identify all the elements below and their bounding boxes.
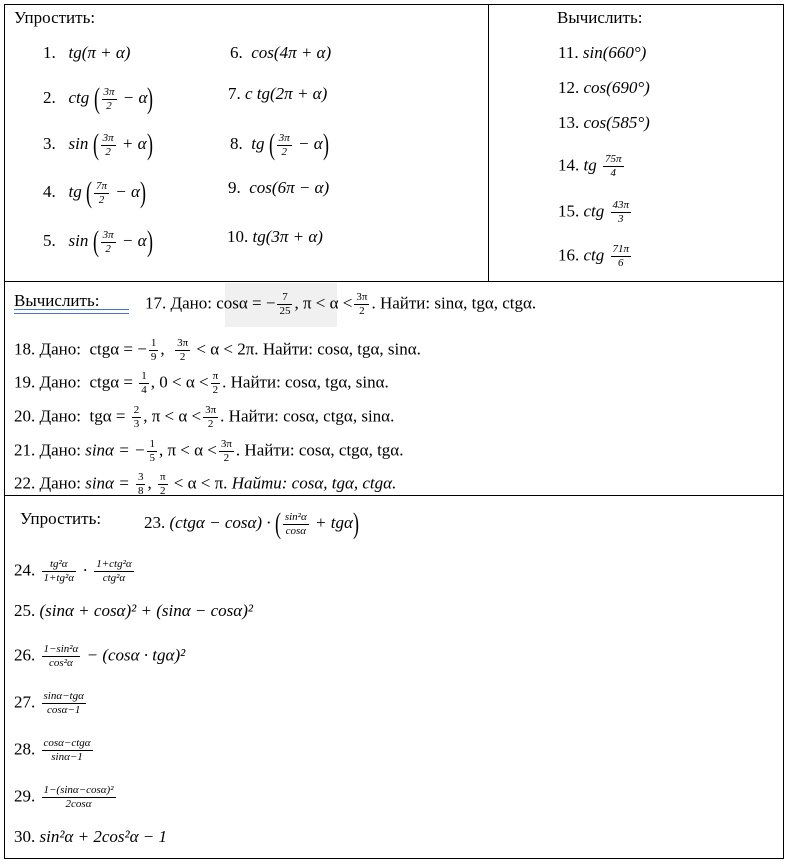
problem-23: 23. (ctgα − cosα) · ( $\frac{\text{sin²α}}{\cos\alpha}$ + tgα): [144, 507, 359, 540]
item-10-num: 10.: [227, 227, 249, 246]
item-8: 8. tg ( $\frac{3\pi}{2}$ − α): [230, 128, 329, 161]
problem-21-find: . Найти: cosα, ctgα, tgα.: [235, 440, 404, 460]
item-14: 14. tg $\frac{75\pi}{4}$: [558, 153, 622, 179]
problem-29: 29. $\frac{\text{1−(sinα−cosα)²}}{2\cos\alpha}$: [14, 784, 114, 810]
item-6-expr: cos(4π + α): [251, 43, 332, 62]
item-1: [43, 43, 130, 63]
item-5-fraction: $\frac{3\pi}{2}$: [102, 228, 114, 255]
problem-30: 30. sin²α + 2cos²α − 1: [14, 827, 167, 846]
item-15: 15. ctg $\frac{43\pi}{3}$: [558, 199, 630, 225]
item-9: [228, 178, 329, 198]
spellcheck-underline: [14, 309, 129, 314]
problem-18-given: ctgα = −: [89, 339, 147, 359]
section1-left-header: Упростить:: [14, 8, 96, 27]
item-2-fn: ctg: [68, 87, 90, 107]
problem-20-given: tgα =: [89, 406, 126, 426]
item-12-expr: cos(690°): [583, 78, 650, 97]
problem-20-find: . Найти: cosα, ctgα, sinα.: [220, 406, 395, 426]
item-16-fn: ctg: [583, 245, 605, 265]
item-5-fn: sin: [68, 230, 89, 250]
problem-27: 27. sinα−tgα cosα−1: [14, 690, 84, 716]
row-divider-1: [4, 281, 784, 282]
problem-30-expr: sin²α + 2cos²α − 1: [39, 827, 167, 846]
item-16-fraction: $\frac{71\pi}{6}$: [612, 243, 630, 269]
item-13: 13. cos(585°): [558, 113, 650, 132]
item-9-expr: cos(6π − α): [249, 178, 330, 197]
item-11: 11. sin(660°): [558, 43, 647, 62]
item-16: 16. ctg $\frac{71\pi}{6}$: [558, 243, 630, 269]
section1-right-header: Вычислить:: [557, 8, 643, 27]
item-4-fraction: $\frac{7\pi}{2}$: [95, 179, 107, 206]
item-1-num: 1.: [43, 43, 56, 62]
item-6: [230, 43, 331, 63]
problem-26: 26. $\frac{\text{1−sin²α}}{\text{cos²α}}$ − (cosα · tgα)²: [14, 643, 186, 669]
problem-28: 28. cosα−ctgα sinα−1: [14, 737, 91, 763]
item-3-fraction: $\frac{3\pi}{2}$: [102, 131, 114, 158]
item-2: 2. ctg ( $\frac{3\pi}{2}$ − α): [43, 82, 154, 115]
problem-24: 24. $\frac{\text{tg²α}}{\text{1+tg²α}}$ · 1+ctg²α ctg²α: [14, 558, 132, 584]
item-12: 12. cos(690°): [558, 78, 650, 97]
problem-17: 17. Дано: cosα = − $\frac{7}{25}$ , π < α < $\frac{3\pi}{2}$ . Найти: sinα, tgα, ctgα.: [145, 291, 537, 317]
item-7: [228, 84, 327, 104]
column-divider: [488, 4, 489, 282]
problem-19: 19. Дано: ctgα = $\frac{1}{4}$ , 0 < α < $\frac{\pi}{2}$ . Найти: cosα, tgα, sinα.: [14, 370, 389, 396]
problem-22-given: sinα =: [85, 473, 130, 493]
problem-17-find: . Найти: sinα, tgα, ctgα.: [371, 293, 537, 313]
problem-18-find: Найти: cosα, tgα, sinα.: [262, 339, 421, 359]
item-2-num: 2.: [43, 87, 56, 107]
item-8-fraction: $\frac{3\pi}{2}$: [278, 131, 290, 158]
problem-17-given: cosα = −: [216, 293, 276, 313]
item-4-fn: tg: [68, 181, 82, 201]
section2-header: Вычислить:: [14, 291, 100, 310]
item-14-fraction: $\frac{75\pi}{4}$: [604, 153, 622, 179]
item-4-num: 4.: [43, 181, 56, 201]
item-9-num: 9.: [228, 178, 241, 197]
item-2-fraction: $\frac{3\pi}{2}$: [103, 85, 115, 112]
item-6-num: 6.: [230, 43, 243, 62]
item-5-num: 5.: [43, 230, 56, 250]
item-8-num: 8.: [230, 133, 243, 153]
problem-22: 22. Дано: sinα = $\frac{3}{8}$ , $\frac{\pi}{2}$ < α < π. Найти: cosα, tgα, ctgα.: [14, 471, 397, 497]
item-7-expr: c tg(2π + α): [245, 84, 328, 103]
problem-18: 18. Дано: ctgα = − $\frac{1}{9}$ , $\frac{3\pi}{2}$ < α < 2π. Найти: cosα, tgα, sinα.: [14, 337, 421, 363]
table-border-top: [4, 4, 784, 5]
problem-23-expr: (ctgα − cosα) ·: [169, 512, 271, 532]
problem-21: 21. Дано: sinα = − $\frac{1}{5}$ , π < α < $\frac{3\pi}{2}$ . Найти: cosα, ctgα, tgα.: [14, 438, 404, 464]
section3-header: Упростить:: [20, 509, 102, 528]
item-15-fn: ctg: [583, 201, 605, 221]
problem-21-given: sinα = −: [85, 440, 146, 460]
item-1-expr: tg(π + α): [68, 43, 131, 62]
item-7-num: 7.: [228, 84, 241, 103]
item-4: 4. tg ( $\frac{7\pi}{2}$ − α): [43, 176, 146, 209]
problem-19-find: . Найти: cosα, tgα, sinα.: [222, 372, 389, 392]
item-11-expr: sin(660°): [582, 43, 647, 62]
problem-22-find: Найти: cosα, tgα, ctgα.: [231, 473, 397, 493]
item-10: [227, 227, 323, 247]
problem-25: 25. (sinα + cosα)² + (sinα − cosα)²: [14, 601, 253, 620]
item-3-fn: sin: [68, 133, 89, 153]
item-8-fn: tg: [251, 133, 265, 153]
problem-20: 20. Дано: tgα = $\frac{2}{3}$ , π < α < $\frac{3\pi}{2}$ . Найти: cosα, ctgα, sinα.: [14, 404, 395, 430]
table-border-right: [783, 4, 784, 859]
table-border-left: [4, 4, 5, 859]
problem-25-expr: (sinα + cosα)² + (sinα − cosα)²: [39, 601, 253, 620]
item-3: 3. sin ( $\frac{3\pi}{2}$ + α): [43, 128, 153, 161]
item-3-num: 3.: [43, 133, 56, 153]
item-13-expr: cos(585°): [583, 113, 650, 132]
problem-19-given: ctgα =: [89, 372, 133, 392]
item-14-fn: tg: [583, 155, 597, 175]
item-10-expr: tg(3π + α): [252, 227, 323, 246]
item-5: 5. sin ( $\frac{3\pi}{2}$ − α): [43, 225, 153, 258]
item-15-fraction: $\frac{43\pi}{3}$: [612, 199, 630, 225]
table-border-bottom: [4, 858, 784, 859]
